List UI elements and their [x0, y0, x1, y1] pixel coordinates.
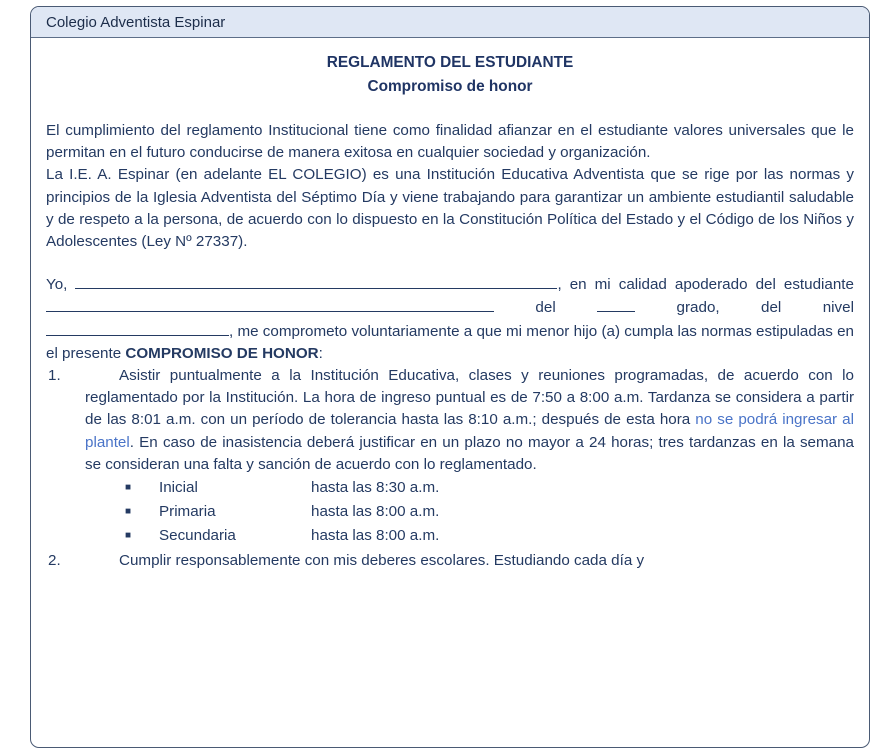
schedule-level: Secundaria — [159, 526, 236, 544]
schedule-level: Inicial — [159, 478, 198, 496]
school-name: Colegio Adventista Espinar — [46, 13, 226, 31]
grade-blank[interactable] — [597, 296, 635, 312]
bullet-icon: ■ — [125, 481, 132, 493]
document-title: REGLAMENTO DEL ESTUDIANTE — [326, 54, 574, 71]
intro-paragraph-2: La I.E. A. Espinar (en adelante EL COLEGIO) es una Institución Educativa Adventista que se rige por las normas y principios de la Iglesia Adventista del Séptimo Día y viene trabajando para garantizar un ambiente estudiantil saludable y de respeto a la persona, de acuerdo con lo dispuesto en la Constitución Política del Estado y el Código de los Niños y Adolescentes (Ley Nº 27337). — [46, 166, 854, 251]
item-text-b: . En caso de inasistencia deberá justificar en un plazo no mayor a 24 horas; tres tardanzas en la semana se consideran una falta y sanción de acuerdo con lo reglamentado. — [85, 433, 854, 473]
schedule-time: hasta las 8:00 a.m. — [311, 526, 440, 544]
schedule-item — [125, 524, 854, 548]
list-item — [46, 550, 854, 572]
pledge-colon: : — [318, 344, 323, 362]
document-body — [31, 51, 869, 572]
header-bar — [31, 7, 869, 38]
list-item — [46, 365, 854, 548]
pledge-compromiso: COMPROMISO DE HONOR — [125, 344, 319, 362]
pledge-grado: grado, del nivel — [676, 299, 854, 317]
student-name-blank[interactable] — [46, 296, 494, 312]
pledge-normas: normas estipuladas en el presente — [46, 322, 854, 362]
schedule-level: Primaria — [159, 502, 216, 520]
item-text-a: Asistir puntualmente a la Institución Educativa, clases y reuniones programadas, de acuerdo con lo reglamentado por la Institución. La hora de ingreso puntual es de 7:50 a 8:00 a.m. Tardanza se considera a partir de las 8:01 a.m. con un período de tolerancia hasta las 8:10 a.m.; después de esta hora — [85, 367, 854, 429]
schedule-list — [85, 476, 854, 548]
bullet-icon: ■ — [125, 529, 132, 541]
schedule-time: hasta las 8:00 a.m. — [311, 502, 440, 520]
document-frame — [30, 6, 870, 748]
commitment-list — [46, 365, 854, 572]
guardian-name-blank[interactable] — [75, 273, 557, 289]
pledge-compromete: , me comprometo voluntariamente a que mi menor hijo (a) cumpla las — [229, 322, 697, 340]
item-text — [85, 365, 854, 548]
pledge-del: del — [535, 299, 556, 317]
schedule-time: hasta las 8:30 a.m. — [311, 478, 440, 496]
item-paragraph — [85, 365, 854, 476]
bullet-icon: ■ — [125, 505, 132, 517]
item-highlight: no se podrá ingresar al plantel — [85, 411, 854, 451]
pledge-paragraph — [46, 273, 854, 365]
item-text: Cumplir responsablemente con mis deberes escolares. Estudiando cada día y — [119, 552, 645, 570]
pledge-estudiante: estudiante — [783, 276, 854, 294]
schedule-item — [125, 476, 854, 500]
document-titles — [46, 51, 854, 99]
pledge-yo: Yo, — [46, 276, 68, 294]
schedule-item — [125, 500, 854, 524]
level-blank[interactable] — [46, 320, 229, 336]
document-subtitle: Compromiso de honor — [367, 78, 533, 95]
intro-paragraph-1: El cumplimiento del reglamento Institucional tiene como finalidad afianzar en el estudiante valores universales que le permitan en el futuro conducirse de manera exitosa en cualquier sociedad y organización. — [46, 122, 854, 162]
pledge-apoderado: , en mi calidad apoderado del — [557, 276, 776, 294]
item-number: 1. — [48, 367, 61, 385]
item-number: 2. — [48, 552, 61, 570]
